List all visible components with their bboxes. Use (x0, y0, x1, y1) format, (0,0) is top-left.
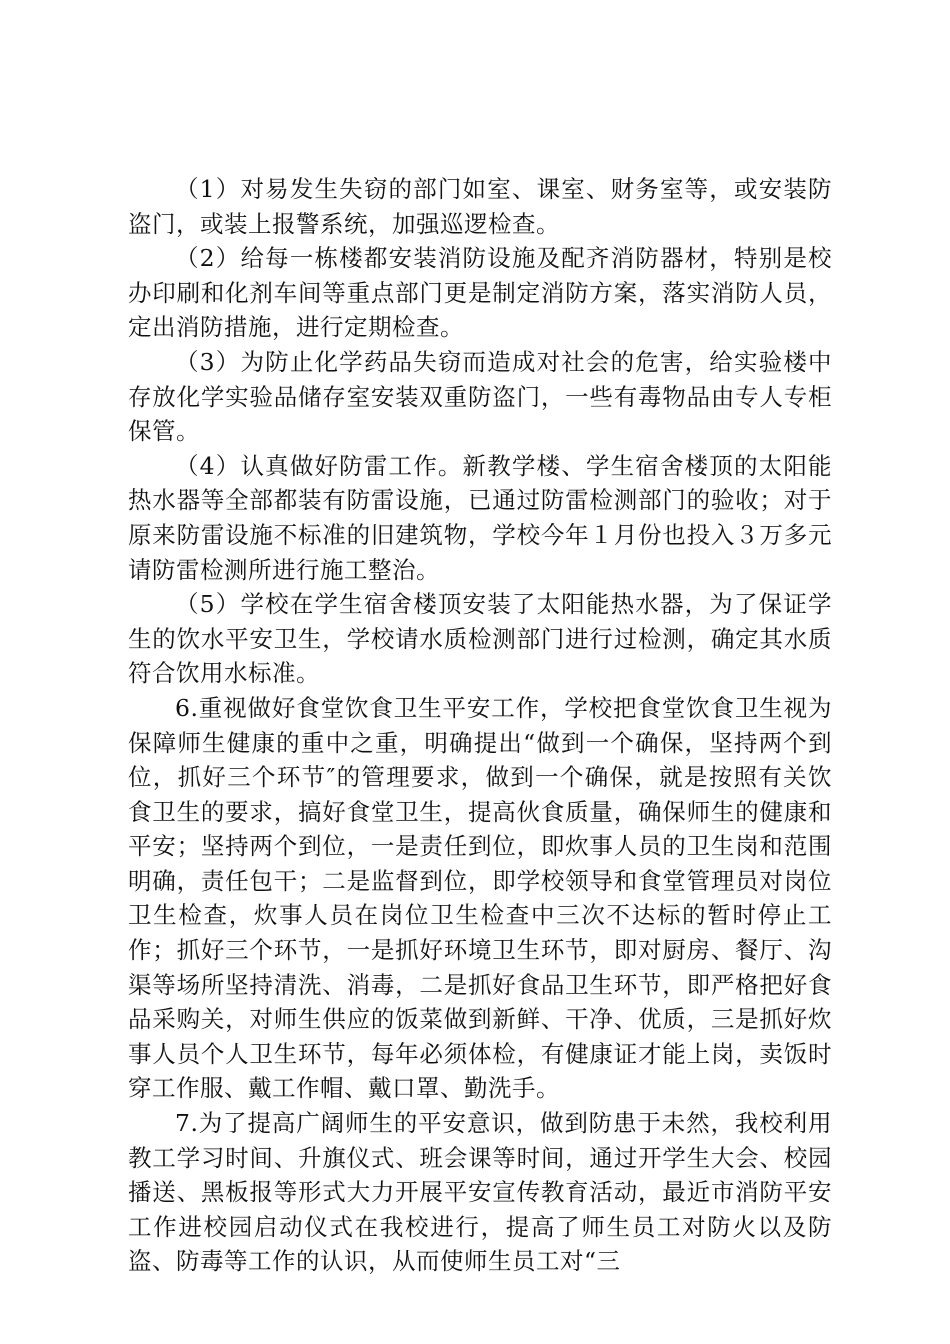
paragraph-fire-safety: （2）给每一栋楼都安装消防设施及配齐消防器材，特别是校办印刷和化剂车间等重点部门更是制定消防方案，落实消防人员，定出消防措施，进行定期检查。 (128, 244, 832, 342)
paragraph-safety-education: 7.为了提高广阔师生的平安意识，做到防患于未然，我校利用教工学习时间、升旗仪式、班会课等时间，通过开学生大会、校园播送、黑板报等形式大力开展平安宣传教育活动，最近市消防平安工作进校园启动仪式在我校进行，提高了师生员工对防火以及防盗、防毒等工作的认识，从而使师生员工对“三 (128, 1109, 832, 1276)
paragraph-chemical-storage: （3）为防止化学药品失窃而造成对社会的危害，给实验楼中存放化学实验品储存室安装双重防盗门，一些有毒物品由专人专柜保管。 (128, 347, 832, 446)
paragraph-lightning-protection: （4）认真做好防雷工作。新教学楼、学生宿舍楼顶的太阳能热水器等全部都装有防雷设施，已通过防雷检测部门的验收；对于原来防雷设施不标准的旧建筑物，学校今年１月份也投入３万多元请防雷检测所进行施工整治。 (128, 451, 832, 584)
paragraph-theft-prevention: （1）对易发生失窃的部门如室、课室、财务室等，或安装防盗门，或装上报警系统，加强巡逻检查。 (128, 175, 832, 238)
paragraph-water-quality: （5）学校在学生宿舍楼顶安装了太阳能热水器，为了保证学生的饮水平安卫生，学校请水质检测部门进行过检测，确定其水质符合饮用水标准。 (128, 590, 832, 688)
paragraph-canteen-hygiene: 6.重视做好食堂饮食卫生平安工作，学校把食堂饮食卫生视为保障师生健康的重中之重，明确提出“做到一个确保，坚持两个到位，抓好三个环节″的管理要求，做到一个确保，就是按照有关饮食卫生的要求，搞好食堂卫生，提高伙食质量，确保师生的健康和平安；坚持两个到位，一是责任到位，即炊事人员的卫生岗和范围明确，责任包干；二是监督到位，即学校领导和食堂管理员对岗位卫生检查，炊事人员在岗位卫生检查中三次不达标的暂时停止工作；抓好三个环节，一是抓好环境卫生环节，即对厨房、餐厅、沟渠等场所坚持清洗、消毒，二是抓好食品卫生环节，即严格把好食品采购关，对师生供应的饭菜做到新鲜、干净、优质，三是抓好炊事人员个人卫生环节，每年必须体检，有健康证才能上岗，卖饭时穿工作服、戴工作帽、戴口罩、勤洗手。 (128, 693, 832, 1103)
document-body (128, 172, 832, 1279)
